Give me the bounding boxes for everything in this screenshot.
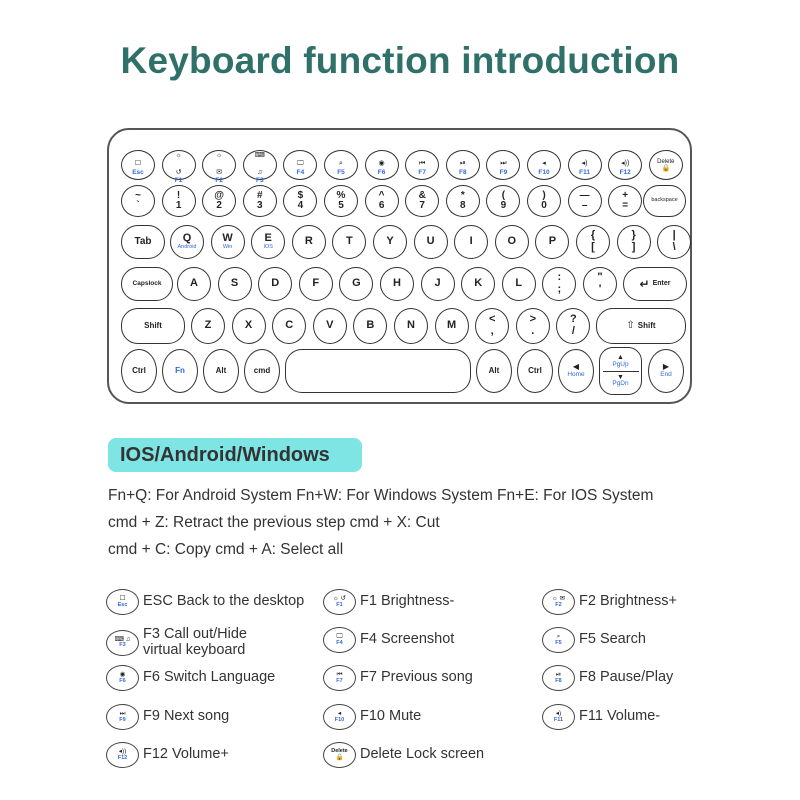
key-z-row-8 [516, 308, 550, 344]
key-f4-label: F4 [296, 168, 305, 176]
function-item [323, 742, 484, 768]
key-z-row-7 [475, 308, 509, 344]
function-key-symbol: ⌕ [556, 633, 561, 640]
key-q-row-8 [495, 225, 529, 259]
function-description: F11 Volume- [579, 708, 661, 725]
f12-symbol-icon: ◂)) [621, 160, 630, 168]
key-f11-label: F11 [579, 168, 591, 176]
shift-arrow-icon: ⇧ [626, 319, 635, 331]
function-key-icon [106, 630, 139, 656]
f3-sub-icon: ♫ [257, 168, 263, 176]
key-end [648, 349, 684, 393]
key-f6-label: F6 [377, 168, 386, 176]
key-base-char: = [622, 200, 629, 211]
key-q-row-5 [373, 225, 407, 259]
key-z-row-1 [232, 308, 266, 344]
key-char: T [346, 235, 353, 248]
function-key-symbol: ◂) [555, 710, 562, 717]
key-capslock-label: Capslock [132, 279, 162, 287]
key-delete-label: Delete [657, 158, 675, 165]
key-shift-char: & [418, 189, 426, 201]
key-char: Y [386, 235, 394, 248]
page-title: Keyboard function introduction [120, 40, 680, 81]
key-shift-char: + [622, 189, 629, 201]
key-f2-icons [216, 145, 222, 179]
function-key-icon [106, 704, 139, 730]
key-capslock [121, 267, 173, 301]
key-tab-label: Tab [134, 235, 152, 247]
key-q-row-10 [576, 225, 610, 259]
function-key-symbol: ⏮ [336, 671, 343, 678]
key-sub-char: / [571, 325, 575, 337]
function-item [323, 627, 454, 653]
key-f1-icons [175, 145, 181, 179]
function-key-symbol: 🖵 [336, 633, 343, 640]
key-shift-left [121, 308, 185, 344]
function-item [106, 589, 304, 615]
key-char: " [597, 271, 603, 284]
function-item [106, 665, 275, 691]
key-z-row-3 [313, 308, 347, 344]
key-f4 [283, 150, 317, 180]
key-f8 [446, 150, 480, 180]
function-description: F5 Search [579, 631, 646, 648]
key-char: M [447, 319, 457, 332]
key-a-row-8 [502, 267, 536, 301]
key-char: < [488, 313, 496, 326]
key-a-row-2 [258, 267, 292, 301]
key-f12-label: F12 [619, 168, 631, 176]
function-key-symbol: ☼ ↺ [332, 595, 347, 602]
function-key-symbol: ☐ [119, 595, 126, 602]
function-key-icon [323, 627, 356, 653]
key-z-row-9 [556, 308, 590, 344]
function-description: F1 Brightness- [360, 593, 455, 610]
key-a-row-6 [421, 267, 455, 301]
key-enter-label: Enter [652, 280, 671, 288]
function-key-label: F12 [117, 754, 128, 761]
key-shift-char: $ [297, 189, 304, 201]
key-base-char: ` [136, 200, 140, 211]
key-char: C [285, 319, 294, 332]
key-f10 [527, 150, 561, 180]
key-cmd-label: cmd [253, 365, 271, 375]
function-key-label: F4 [336, 639, 343, 646]
key-char: H [393, 277, 401, 290]
key-cmd [244, 349, 280, 393]
key-num-11 [568, 185, 602, 217]
os-badge [108, 438, 362, 472]
key-shift-char: ( [501, 189, 506, 201]
key-sub-char: ' [598, 283, 602, 295]
key-f9-icons [500, 153, 506, 170]
key-char: { [590, 229, 596, 242]
key-char: F [312, 277, 320, 290]
esc-symbol-icon: ☐ [134, 160, 142, 168]
key-char: } [631, 229, 636, 242]
key-space [285, 349, 471, 393]
key-a-row-5 [380, 267, 414, 301]
key-shift-char: ) [542, 189, 546, 201]
function-key-symbol: ⏭ [119, 710, 126, 717]
key-shift-char: @ [214, 189, 225, 201]
function-key-icon [542, 704, 575, 730]
key-f6 [365, 150, 399, 180]
key-q-row-0 [170, 225, 204, 259]
key-base-char: 5 [338, 200, 344, 211]
function-key-icon [542, 665, 575, 691]
f11-symbol-icon: ◂) [581, 160, 588, 168]
function-description: F9 Next song [143, 708, 230, 725]
key-ctrl-left [121, 349, 157, 393]
key-sub-char: IOS [263, 243, 273, 250]
key-a-row-1 [218, 267, 252, 301]
key-char: I [469, 235, 473, 248]
key-char: B [366, 319, 375, 332]
function-key-icon [542, 627, 575, 653]
key-char: > [529, 313, 537, 326]
key-alt_right-label: Alt [488, 365, 500, 375]
key-backspace [643, 185, 686, 217]
f6-symbol-icon: ◉ [378, 160, 385, 168]
function-key-icon [323, 742, 356, 768]
enter-arrow-icon: ↵ [639, 276, 650, 291]
key-a-row-4 [339, 267, 373, 301]
function-key-label: F7 [336, 677, 343, 684]
key-num-5 [324, 185, 358, 217]
key-base-char: 8 [460, 200, 466, 211]
key-char: D [271, 277, 280, 290]
key-esc [121, 150, 155, 180]
key-shift-char: ^ [378, 189, 385, 201]
key-char: O [507, 235, 517, 248]
key-a-row-9 [542, 267, 576, 301]
function-key-label: F2 [555, 601, 562, 608]
key-char: J [434, 277, 441, 290]
key-char: V [326, 319, 334, 332]
key-enter [623, 267, 687, 301]
function-description: F2 Brightness+ [579, 593, 677, 610]
key-f7-icons [419, 153, 425, 170]
function-key-label: F6 [119, 677, 126, 684]
key-a-row-7 [461, 267, 495, 301]
f3-symbol-icon: ⌨ [254, 151, 265, 159]
up-arrow-icon: ▲ [617, 354, 624, 362]
key-alt-left [203, 349, 239, 393]
key-num-2 [202, 185, 236, 217]
function-item [323, 704, 421, 730]
key-shift-char: # [257, 189, 263, 201]
key-q-row-3 [292, 225, 326, 259]
key-char: : [557, 271, 562, 284]
key-sub-char: ; [557, 283, 562, 295]
function-key-label: F11 [553, 716, 564, 723]
key-shift-char: % [336, 189, 346, 201]
key-char: S [230, 277, 239, 290]
function-item [323, 589, 454, 615]
key-f2-label: F2 [215, 177, 223, 185]
key-shift-char: ! [176, 189, 181, 201]
f10-symbol-icon: ◂ [542, 160, 546, 168]
key-esc-icons [135, 153, 141, 170]
key-pgdn-label: PgDn [612, 379, 629, 387]
key-char: R [304, 235, 313, 248]
key-z-row-0 [191, 308, 225, 344]
key-num-9 [486, 185, 520, 217]
key-num-4 [283, 185, 317, 217]
key-char: W [222, 232, 233, 245]
function-item [106, 627, 268, 659]
function-item [542, 704, 660, 730]
key-q-row-12 [657, 225, 691, 259]
key-num-6 [365, 185, 399, 217]
f5-symbol-icon: ⌕ [339, 160, 343, 168]
key-q-row-11 [617, 225, 651, 259]
key-base-char: 2 [216, 200, 222, 211]
key-f5-icons [339, 153, 343, 170]
key-sub-char: [ [591, 241, 595, 253]
function-key-symbol: ⏯ [555, 671, 562, 678]
key-backspace-label: backspace [651, 197, 678, 204]
f7-symbol-icon: ⏮ [419, 160, 426, 168]
key-num-12 [608, 185, 642, 217]
key-f11 [568, 150, 602, 180]
key-base-char: – [581, 200, 588, 211]
key-char: G [352, 277, 361, 290]
function-key-icon [323, 704, 356, 730]
key-char: L [515, 277, 523, 290]
f2-symbol-icon: ☼ [215, 151, 223, 159]
function-key-symbol: ◂ [337, 710, 342, 717]
os-badge-label: IOS/Android/Windows [120, 444, 330, 466]
key-fn-label: Fn [175, 365, 185, 375]
key-f12-icons [621, 153, 629, 170]
function-key-label: 🔒 [335, 753, 344, 761]
function-key-symbol: ◂)) [118, 748, 127, 755]
function-key-icon [323, 589, 356, 615]
key-sub-char: , [490, 325, 494, 337]
key-f1 [162, 150, 196, 185]
f8-symbol-icon: ⏯ [459, 160, 466, 168]
function-description: F10 Mute [360, 708, 422, 725]
key-f10-label: F10 [538, 168, 550, 176]
key-num-7 [405, 185, 439, 217]
function-key-label: F10 [334, 716, 345, 723]
key-ctrl-right [517, 349, 553, 393]
function-item [542, 665, 673, 691]
key-sub-char: Win [222, 243, 233, 250]
key-f12 [608, 150, 642, 180]
key-delete [649, 150, 683, 180]
key-f6-icons [379, 153, 385, 170]
key-char: K [474, 277, 483, 290]
function-description: F4 Screenshot [360, 631, 455, 648]
key-alt_left-label: Alt [215, 365, 227, 375]
function-key-label: F9 [119, 716, 126, 723]
key-f2 [202, 150, 236, 185]
key-sub-char: \ [672, 241, 676, 253]
function-key-label: F1 [336, 601, 343, 608]
key-esc-label: Esc [132, 168, 144, 176]
key-shift-char: * [460, 189, 465, 201]
function-item [542, 627, 646, 653]
function-key-icon [323, 665, 356, 691]
key-f8-icons [460, 153, 466, 170]
right-arrow-icon: ▶ [662, 362, 670, 372]
key-f7 [405, 150, 439, 180]
f9-symbol-icon: ⏭ [500, 160, 507, 168]
shortcut-line-undo-cut: cmd + Z: Retract the previous step cmd + X: Cut [108, 514, 440, 531]
key-char: U [426, 235, 435, 248]
key-shift-right [596, 308, 686, 344]
function-key-icon [106, 589, 139, 615]
key-f5 [324, 150, 358, 180]
shortcut-line-copy-select: cmd + C: Copy cmd + A: Select all [108, 541, 344, 558]
key-num-10 [527, 185, 561, 217]
key-pgup-pgdn [599, 347, 642, 395]
key-f8-label: F8 [459, 168, 467, 176]
key-base-char: 0 [541, 200, 547, 211]
function-description: ESC Back to the desktop [143, 593, 305, 610]
key-z-row-4 [353, 308, 387, 344]
key-f9-label: F9 [499, 168, 508, 176]
left-arrow-icon: ◀ [572, 362, 580, 372]
function-key-label: F8 [555, 677, 562, 684]
function-description: F7 Previous song [360, 669, 473, 686]
key-num-8 [446, 185, 480, 217]
key-home-label: Home [567, 370, 585, 378]
key-char: Z [204, 319, 212, 332]
key-f9 [486, 150, 520, 180]
function-key-icon [106, 742, 139, 768]
f2-sub-icon: ✉ [216, 168, 223, 176]
key-divider [603, 371, 639, 372]
key-char: E [264, 232, 272, 245]
function-item [106, 742, 229, 768]
key-shift-label: Shift [637, 320, 656, 330]
key-q-row-4 [332, 225, 366, 259]
function-key-symbol: ☼ ✉ [551, 595, 566, 602]
key-base-char: 7 [419, 200, 425, 211]
function-description: F8 Pause/Play [579, 669, 674, 686]
key-ctrl_left-label: Ctrl [132, 365, 146, 375]
function-key-icon [106, 665, 139, 691]
key-char: N [407, 319, 415, 332]
function-description: F6 Switch Language [143, 669, 276, 686]
key-f3-icons [255, 145, 265, 179]
key-num-0 [121, 185, 155, 217]
function-item [106, 704, 229, 730]
key-z-row-5 [394, 308, 428, 344]
key-fn [162, 349, 198, 393]
lock-icon: 🔒 [661, 164, 671, 172]
function-key-label: F5 [555, 639, 562, 646]
f4-symbol-icon: 🖵 [297, 160, 304, 168]
shortcut-line-os: Fn+Q: For Android System Fn+W: For Windows System Fn+E: For IOS System [108, 487, 654, 504]
key-char: | [672, 229, 676, 242]
key-f4-icons [297, 153, 304, 170]
key-f10-icons [542, 153, 546, 170]
function-key-symbol: ◉ [119, 671, 126, 678]
key-base-char: 6 [378, 200, 385, 211]
key-end-label: End [660, 370, 672, 378]
key-num-3 [243, 185, 277, 217]
key-f3 [243, 150, 277, 185]
key-base-char: 4 [297, 200, 304, 211]
key-q-row-9 [535, 225, 569, 259]
key-q-row-7 [454, 225, 488, 259]
key-shift-char: — [579, 189, 590, 201]
key-pgup-label: PgUp [612, 360, 629, 368]
key-shift-label: Shift [144, 320, 162, 330]
key-f11-icons [582, 153, 588, 170]
key-sub-char: ] [631, 241, 636, 253]
function-key-label: Esc [117, 601, 128, 608]
key-alt-right [476, 349, 512, 393]
key-home [558, 349, 594, 393]
key-char: ? [570, 313, 577, 326]
function-description: F3 Call out/Hide virtual keyboard [143, 626, 247, 658]
key-a-row-0 [177, 267, 211, 301]
key-char: P [548, 235, 557, 248]
down-arrow-icon: ▼ [617, 373, 624, 381]
key-tab [121, 225, 165, 259]
function-key-label: F3 [119, 642, 126, 649]
key-a-row-10 [583, 267, 617, 301]
f1-sub-icon: ↺ [175, 168, 182, 176]
key-f5-label: F5 [337, 168, 345, 176]
key-z-row-6 [435, 308, 469, 344]
key-ctrl_right-label: Ctrl [528, 365, 542, 375]
key-base-char: 3 [257, 200, 263, 211]
function-item [542, 589, 677, 615]
key-sub-char: Android [177, 243, 197, 250]
key-q-row-2 [251, 225, 285, 259]
function-description: F12 Volume+ [143, 746, 229, 763]
key-f7-label: F7 [418, 168, 426, 176]
key-base-char: 1 [175, 200, 182, 211]
function-key-icon [542, 589, 575, 615]
key-sub-char: . [531, 325, 535, 337]
key-q-row-1 [211, 225, 245, 259]
key-char: A [190, 277, 198, 290]
key-f3-label: F3 [256, 177, 264, 185]
f1-symbol-icon: ☼ [175, 151, 182, 159]
key-char: Q [182, 232, 192, 245]
key-shift-char: ~ [135, 189, 141, 201]
key-q-row-6 [414, 225, 448, 259]
key-num-1 [162, 185, 196, 217]
function-key-symbol: Delete [331, 748, 348, 754]
key-base-char: 9 [500, 200, 507, 211]
key-z-row-2 [272, 308, 306, 344]
key-f1-label: F1 [174, 177, 183, 185]
function-description: Delete Lock screen [360, 746, 485, 763]
key-a-row-3 [299, 267, 333, 301]
keyboard-illustration [107, 128, 692, 404]
function-key-symbol: ⌨ ♫ [114, 635, 131, 643]
key-char: X [244, 319, 253, 332]
function-item [323, 665, 473, 691]
